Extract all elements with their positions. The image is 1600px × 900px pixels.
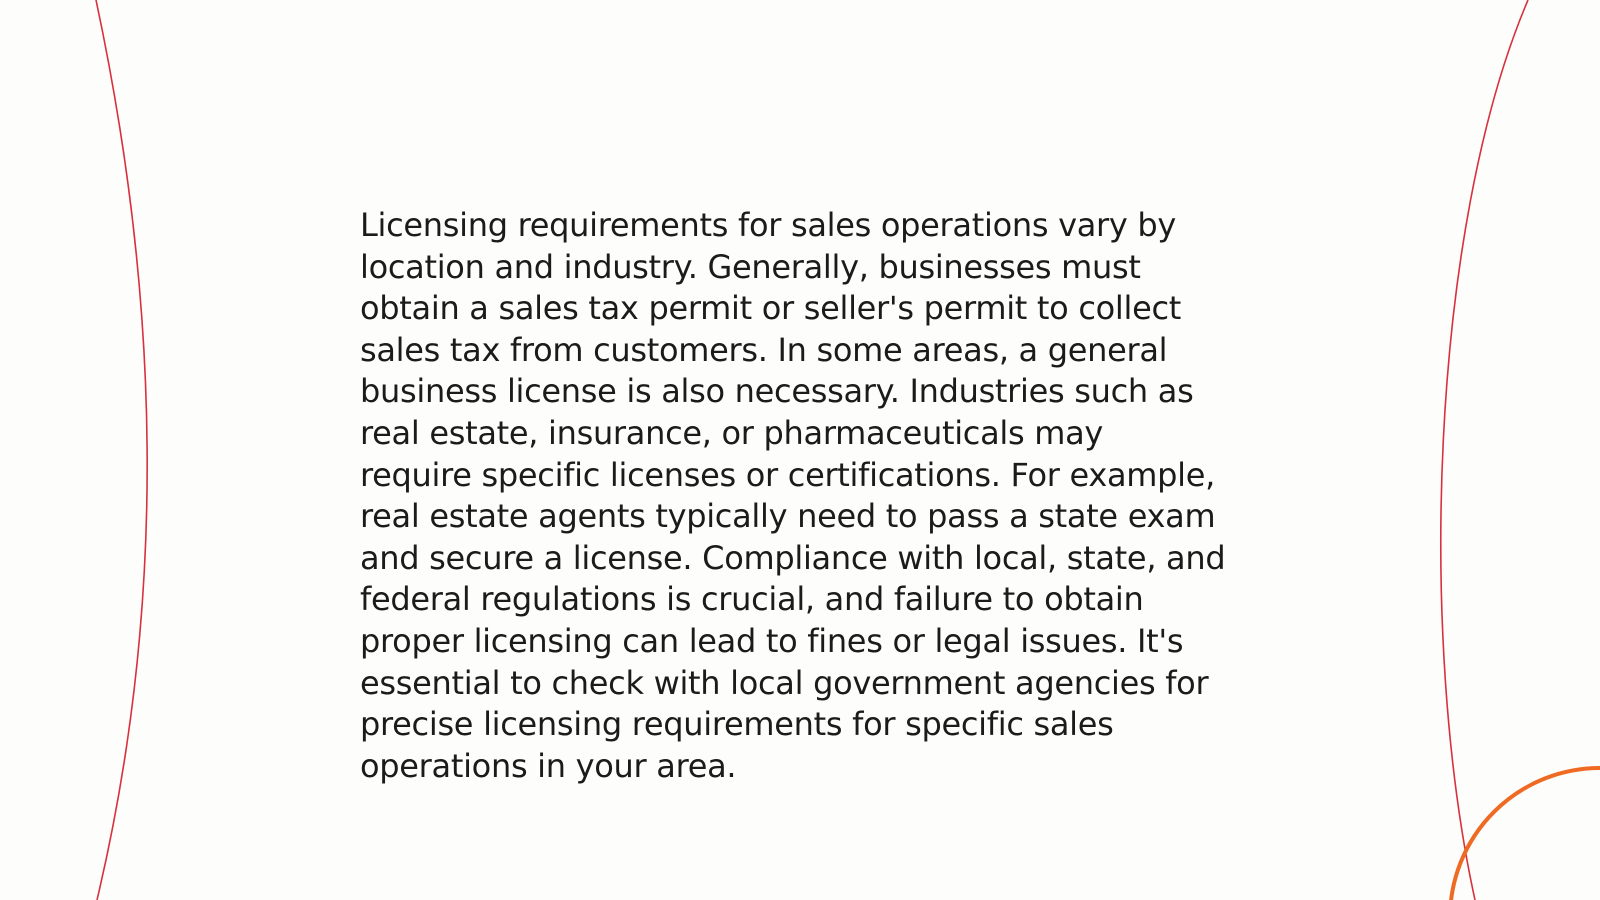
body-line: real estate agents typically need to pass a state exam <box>360 497 1216 536</box>
body-line: proper licensing can lead to fines or legal issues. It's <box>360 621 1184 660</box>
body-line: obtain a sales tax permit or seller's permit to collect <box>360 289 1182 328</box>
body-line: federal regulations is crucial, and failure to obtain <box>360 580 1144 619</box>
body-line: operations in your area. <box>360 746 737 785</box>
body-line: Licensing requirements for sales operations vary by <box>360 206 1177 244</box>
right-curve-line <box>1441 0 1528 900</box>
body-line: business license is also necessary. Industries such as <box>360 372 1194 411</box>
body-line: real estate, insurance, or pharmaceuticals may <box>360 413 1104 452</box>
body-line: and secure a license. Compliance with local, state, and <box>360 538 1226 577</box>
body-line: location and industry. Generally, businesses must <box>360 247 1141 286</box>
body-line: precise licensing requirements for specific sales <box>360 705 1114 744</box>
body-line: essential to check with local government agencies for <box>360 663 1209 702</box>
body-line: require specific licenses or certifications. For example, <box>360 455 1215 494</box>
corner-orange-arc <box>1450 768 1600 900</box>
body-line: sales tax from customers. In some areas, a general <box>360 330 1168 369</box>
left-curve-line <box>96 0 147 900</box>
body-paragraph <box>360 205 1260 787</box>
